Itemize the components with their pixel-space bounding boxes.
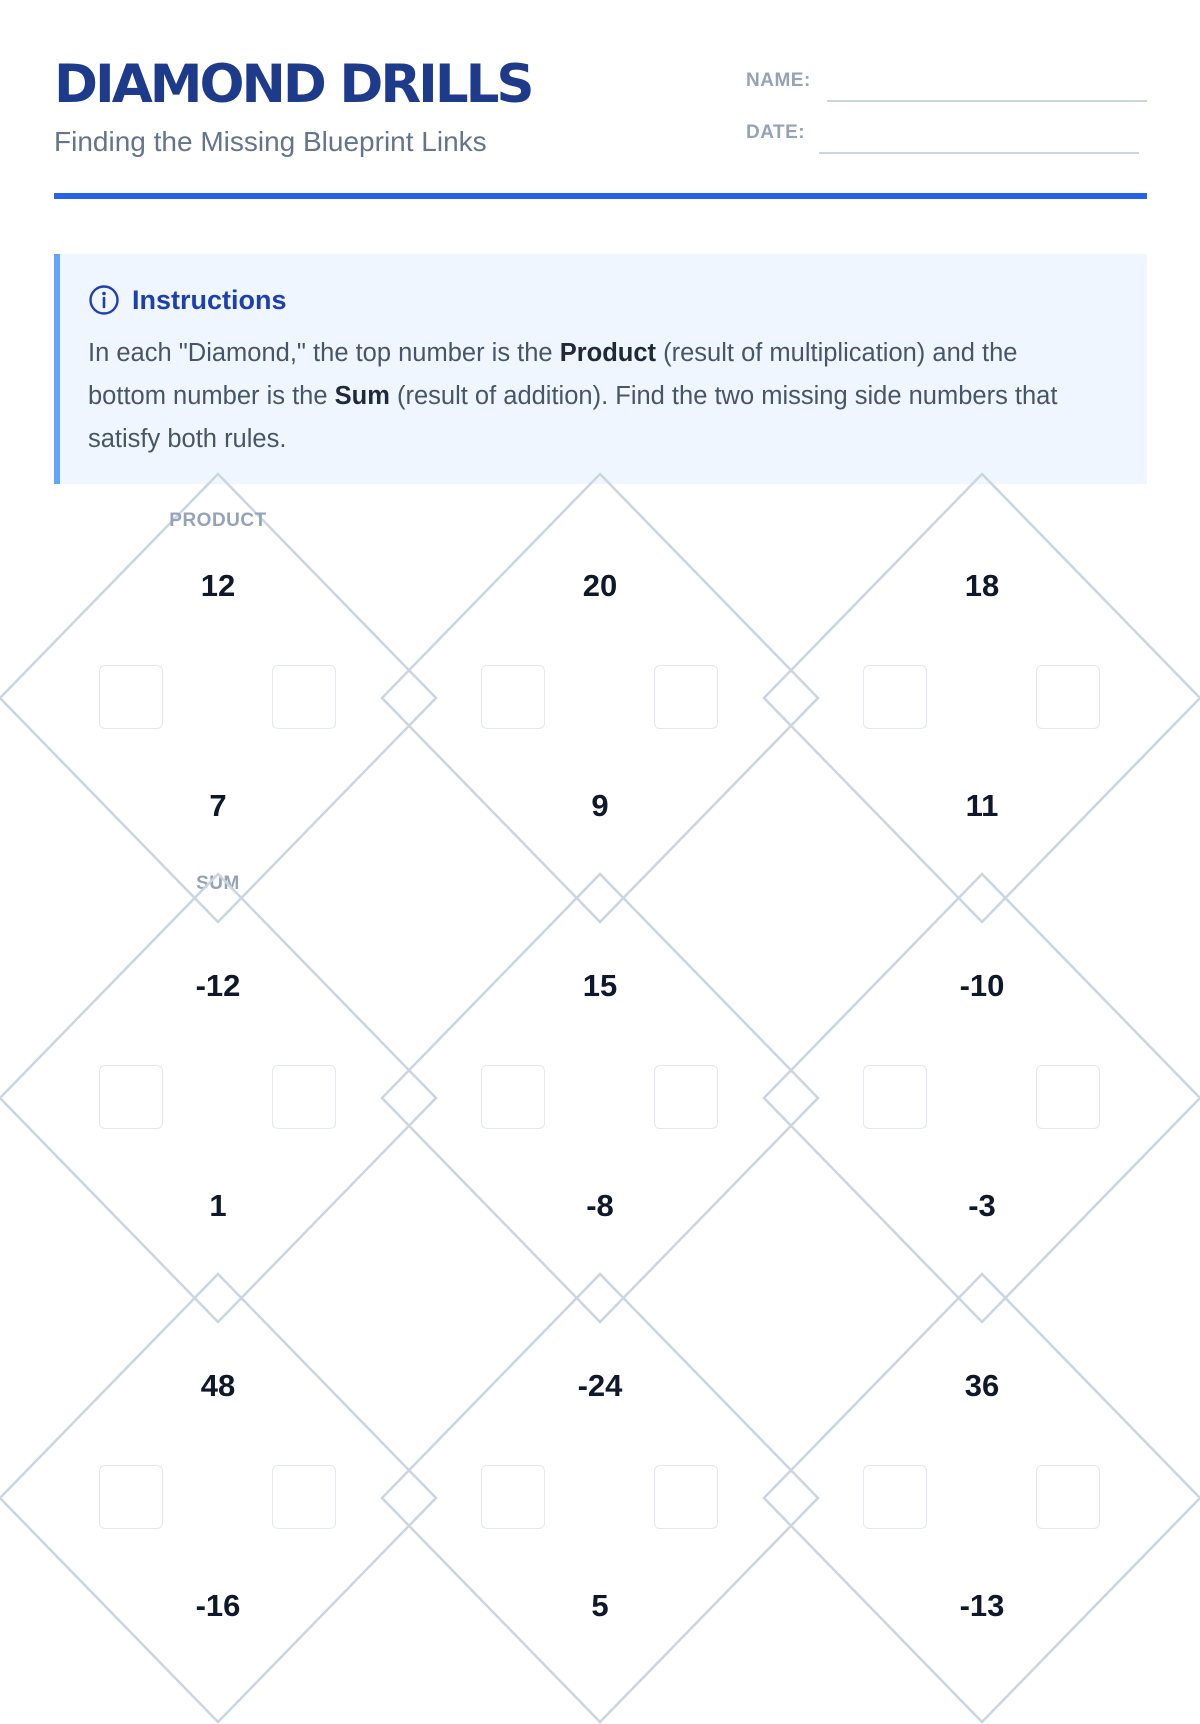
diamond-border xyxy=(382,474,818,922)
instructions-text-part: (result of multiplication) and the bottom number is the xyxy=(88,339,1018,410)
answer-box-left[interactable] xyxy=(863,665,927,729)
diamond-border xyxy=(0,1274,436,1722)
answer-box-left[interactable] xyxy=(481,1065,545,1129)
sum-value: 5 xyxy=(591,1588,609,1623)
diamond-problem xyxy=(764,1274,1184,1724)
product-value: 15 xyxy=(582,968,618,1003)
diamond-outline xyxy=(0,1274,420,1724)
product-value: -24 xyxy=(577,1368,623,1403)
diamond-border xyxy=(0,874,436,1322)
instructions-sum-term: Sum xyxy=(334,382,390,410)
name-label: NAME: xyxy=(746,70,811,91)
product-value: 20 xyxy=(582,568,618,603)
worksheet-subtitle: Finding the Missing Blueprint Links xyxy=(54,126,487,157)
answer-box-right[interactable] xyxy=(654,1465,718,1529)
sum-value: -8 xyxy=(586,1188,614,1223)
diamond-outline xyxy=(764,1274,1184,1724)
product-value: -10 xyxy=(959,968,1005,1003)
diamond-problem xyxy=(764,474,1184,924)
diamond-outline xyxy=(0,474,420,924)
diamond-problem xyxy=(0,1274,420,1724)
date-label: DATE: xyxy=(746,122,806,143)
sum-value: -3 xyxy=(968,1188,996,1223)
diamond-outline xyxy=(382,474,802,924)
diamond-border xyxy=(382,874,818,1322)
instructions-product-term: Product xyxy=(559,339,657,367)
answer-box-right[interactable] xyxy=(1036,665,1100,729)
answer-box-left[interactable] xyxy=(99,665,163,729)
sum-value: -16 xyxy=(195,1588,241,1623)
sum-value: 1 xyxy=(209,1188,227,1223)
diamond-border xyxy=(764,874,1200,1322)
diamond-problem xyxy=(382,874,802,1324)
diamond-border xyxy=(0,474,436,922)
product-label: PRODUCT xyxy=(169,510,267,531)
diamond-outline xyxy=(764,474,1184,924)
product-value: 36 xyxy=(964,1368,1000,1403)
answer-box-left[interactable] xyxy=(481,665,545,729)
sum-value: 9 xyxy=(591,788,609,823)
answer-box-right[interactable] xyxy=(654,665,718,729)
diamond-outline xyxy=(0,874,420,1324)
worksheet-title: DIAMOND DRILLS xyxy=(54,54,532,115)
sum-label: SUM xyxy=(196,873,240,894)
instructions-text-part: (result of addition). Find the two missing side numbers that satisfy both rules. xyxy=(88,382,1058,453)
answer-box-right[interactable] xyxy=(272,1465,336,1529)
sum-value: 11 xyxy=(965,788,999,823)
diamond-problem xyxy=(764,874,1184,1324)
answer-box-right[interactable] xyxy=(1036,1065,1100,1129)
answer-box-right[interactable] xyxy=(272,665,336,729)
answer-box-right[interactable] xyxy=(1036,1465,1100,1529)
diamond-outline xyxy=(382,1274,802,1724)
answer-box-left[interactable] xyxy=(863,1465,927,1529)
diamond-problem xyxy=(0,474,420,924)
sum-value: 7 xyxy=(209,788,227,823)
answer-box-left[interactable] xyxy=(99,1065,163,1129)
product-value: 18 xyxy=(964,568,1000,603)
answer-box-left[interactable] xyxy=(99,1465,163,1529)
instructions-text-part: In each "Diamond," the top number is the xyxy=(88,339,560,367)
product-value: -12 xyxy=(195,968,241,1003)
diamond-problem xyxy=(382,1274,802,1724)
diamond-outline xyxy=(382,874,802,1324)
diamond-outline xyxy=(764,874,1184,1324)
product-value: 12 xyxy=(200,568,236,603)
diamond-problem xyxy=(0,874,420,1324)
diamond-border xyxy=(764,1274,1200,1722)
answer-box-left[interactable] xyxy=(863,1065,927,1129)
instructions-title: Instructions xyxy=(132,284,287,315)
sum-value: -13 xyxy=(959,1588,1005,1623)
answer-box-right[interactable] xyxy=(272,1065,336,1129)
diamond-problem xyxy=(382,474,802,924)
product-value: 48 xyxy=(200,1368,236,1403)
diamond-border xyxy=(382,1274,818,1722)
diamond-border xyxy=(764,474,1200,922)
answer-box-right[interactable] xyxy=(654,1065,718,1129)
answer-box-left[interactable] xyxy=(481,1465,545,1529)
